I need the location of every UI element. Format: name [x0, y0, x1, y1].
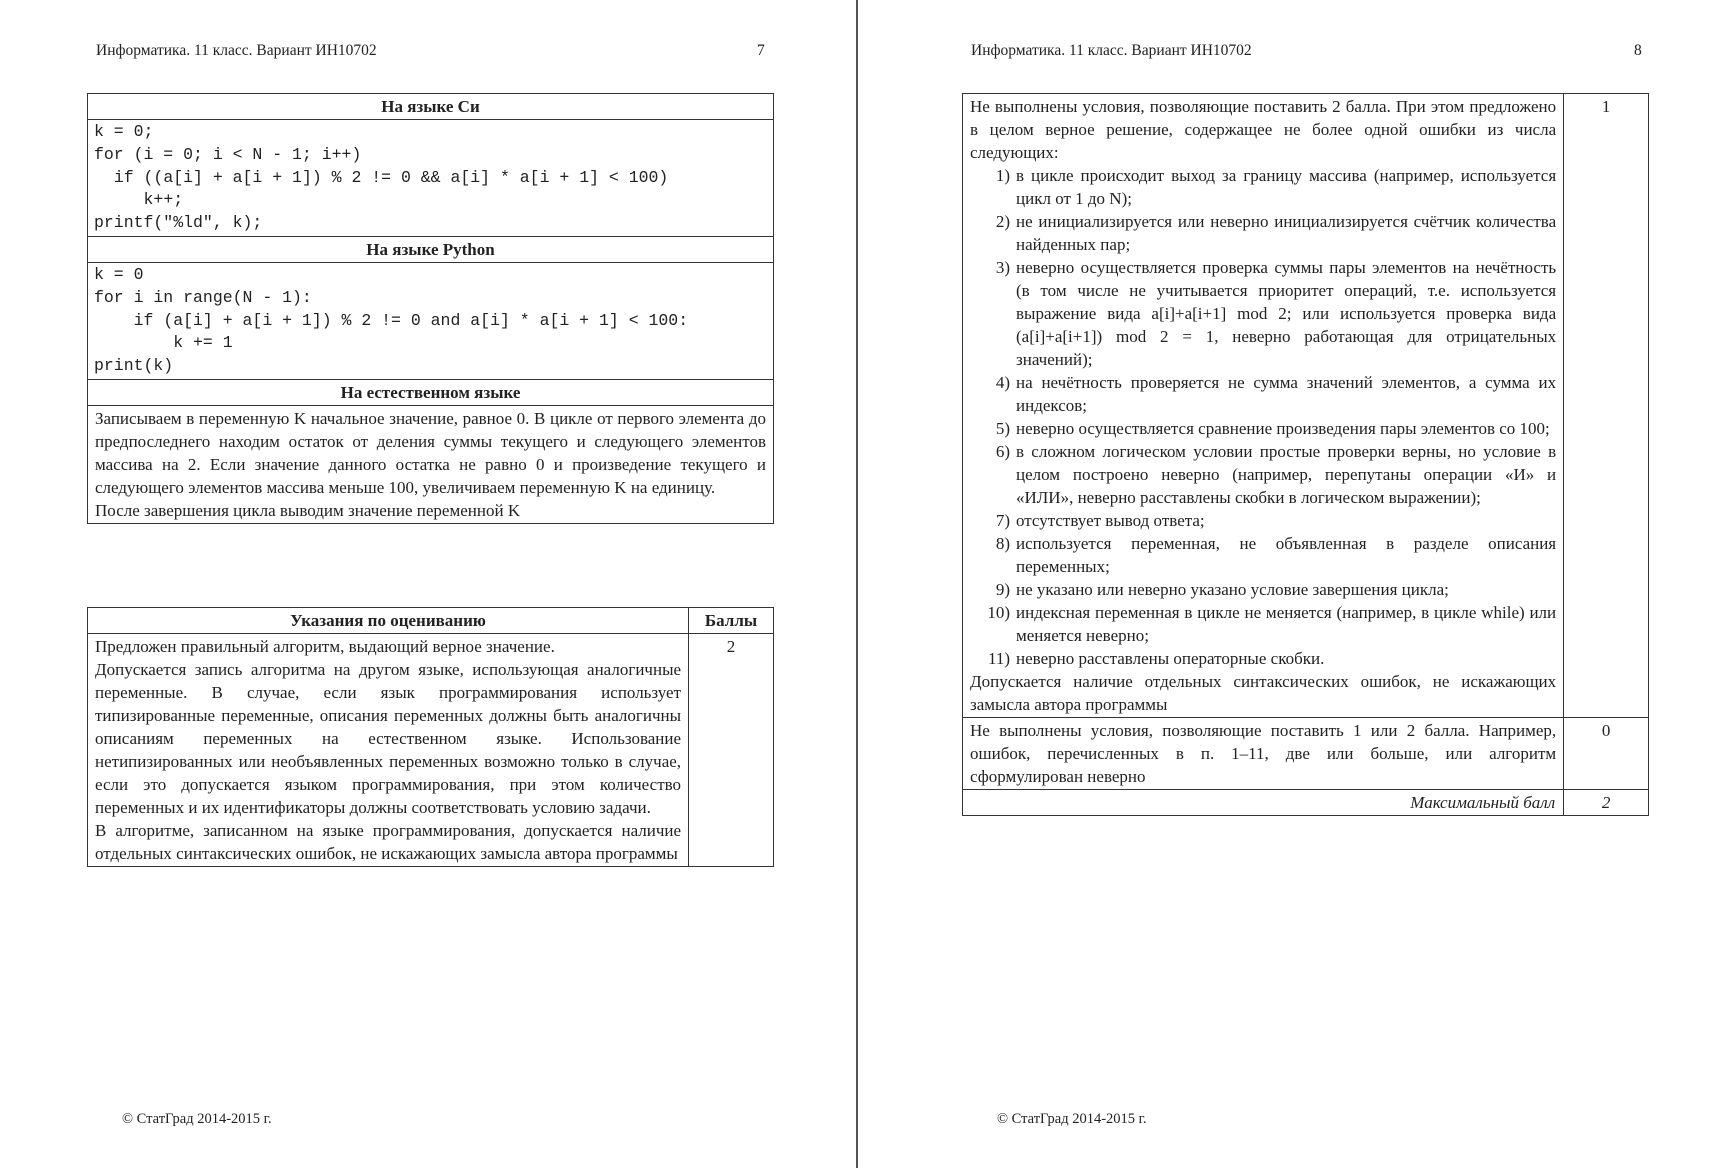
right-page	[857, 0, 1714, 1168]
algorithm-table	[87, 93, 774, 524]
list-item: 4) на нечётность проверяется не сумма значений элементов, а сумма их индексов;	[995, 373, 1557, 415]
criteria-column-header: Указания по оцениванию	[88, 608, 689, 634]
error-list	[970, 164, 1556, 670]
list-item: 1) в цикле происходит выход за границу массива (например, используется цикл от 1 до N);	[995, 166, 1557, 208]
page-header: Информатика. 11 класс. Вариант ИН10702	[96, 42, 377, 59]
natural-paragraph-2: После завершения цикла выводим значение переменной K	[95, 500, 521, 520]
page-footer: © СтатГрад 2014-2015 г.	[122, 1111, 272, 1127]
natural-paragraph-1: Записываем в переменную K начальное значение, равное 0. В цикле от первого элемента до предпоследнего находим остаток от деления суммы текущего и следующего элементов массива на 2. Если значение данного остатка не равно 0 и произведение текущего и следующего элементов массива меньше 100, увеличиваем переменную K на единицу.	[95, 408, 766, 497]
list-item: 5) неверно осуществляется сравнение произведения пары элементов со 100;	[995, 419, 1550, 438]
list-item: 3) неверно осуществляется проверка суммы пары элементов на нечётность (в том числе не учитывается приоритет операций, т.е. используется выражение вида a[i]+a[i+1] mod 2; или используется проверка вида (a[i]+a[i+1]) mod 2 = 1, неверно работающая для отрицательных значений);	[995, 258, 1557, 369]
list-item: 6) в сложном логическом условии простые проверки верны, но условие в целом построено неверно (например, перепутаны операции «И» и «ИЛИ», неверно расставлены скобки в логическом выражении);	[995, 442, 1557, 507]
criteria-zero-score: Не выполнены условия, позволяющие поставить 1 или 2 балла. Например, ошибок, перечисленных в п. 1–11, две или больше, или алгоритм сформулирован неверно	[963, 718, 1564, 790]
list-item: 10) индексная переменная в цикле не меняется (например, в цикле while) или меняется неверно;	[987, 603, 1557, 645]
criteria-full-score: Предложен правильный алгоритм, выдающий верное значение. Допускается запись алгоритма на другом языке, использующая аналогичные переменные. В случае, если язык программирования использует типизированные переменные, описания переменных должны быть аналогичны описаниям переменных на естественном языке. Использование нетипизированных или необъявленных переменных возможно только в случае, если это допускается языком программирования, при этом количество переменных и их идентификаторы должны соответствовать условию задачи. В алгоритме, записанном на языке программирования, допускается наличие отдельных синтаксических ошибок, не искажающих замысла автора программы	[88, 634, 689, 867]
criteria-partial-score	[963, 94, 1564, 718]
score-value: 2	[689, 634, 774, 867]
criteria-outro: Допускается наличие отдельных синтаксических ошибок, не искажающих замысла автора программы	[970, 672, 1557, 714]
list-item: 11) неверно расставлены операторные скобки.	[987, 649, 1325, 668]
page-footer: © СтатГрад 2014-2015 г.	[997, 1111, 1147, 1127]
c-code-block: k = 0; for (i = 0; i < N - 1; i++) if ((a[i] + a[i + 1]) % 2 != 0 && a[i] * a[i + 1] < 100) k++; printf("%ld", k);	[88, 120, 774, 237]
grading-table-left	[87, 607, 774, 867]
list-item: 9) не указано или неверно указано условие завершения цикла;	[995, 580, 1449, 599]
natural-section-title: На естественном языке	[88, 379, 774, 405]
list-item: 8) используется переменная, не объявленная в разделе описания переменных;	[995, 534, 1557, 576]
page-number: 7	[757, 42, 765, 59]
list-item: 7) отсутствует вывод ответа;	[995, 511, 1205, 530]
c-section-title: На языке Си	[88, 94, 774, 120]
python-code-block: k = 0 for i in range(N - 1): if (a[i] + a[i + 1]) % 2 != 0 and a[i] * a[i + 1] < 100: k += 1 print(k)	[88, 262, 774, 379]
criteria-intro: Не выполнены условия, позволяющие поставить 2 балла. При этом предложено в целом верное решение, содержащее не более одной ошибки из числа следующих:	[970, 97, 1557, 162]
max-score-label: Максимальный балл	[963, 790, 1564, 816]
python-section-title: На языке Python	[88, 236, 774, 262]
score-column-header: Баллы	[689, 608, 774, 634]
list-item: 2) не инициализируется или неверно инициализируется счётчик количества найденных пар;	[995, 212, 1557, 254]
max-score-value: 2	[1564, 790, 1649, 816]
natural-language-description	[88, 405, 774, 523]
score-value: 1	[1564, 94, 1649, 718]
page-number: 8	[1634, 42, 1642, 59]
grading-table-right	[962, 93, 1649, 816]
score-value: 0	[1564, 718, 1649, 790]
page-header: Информатика. 11 класс. Вариант ИН10702	[971, 42, 1252, 59]
